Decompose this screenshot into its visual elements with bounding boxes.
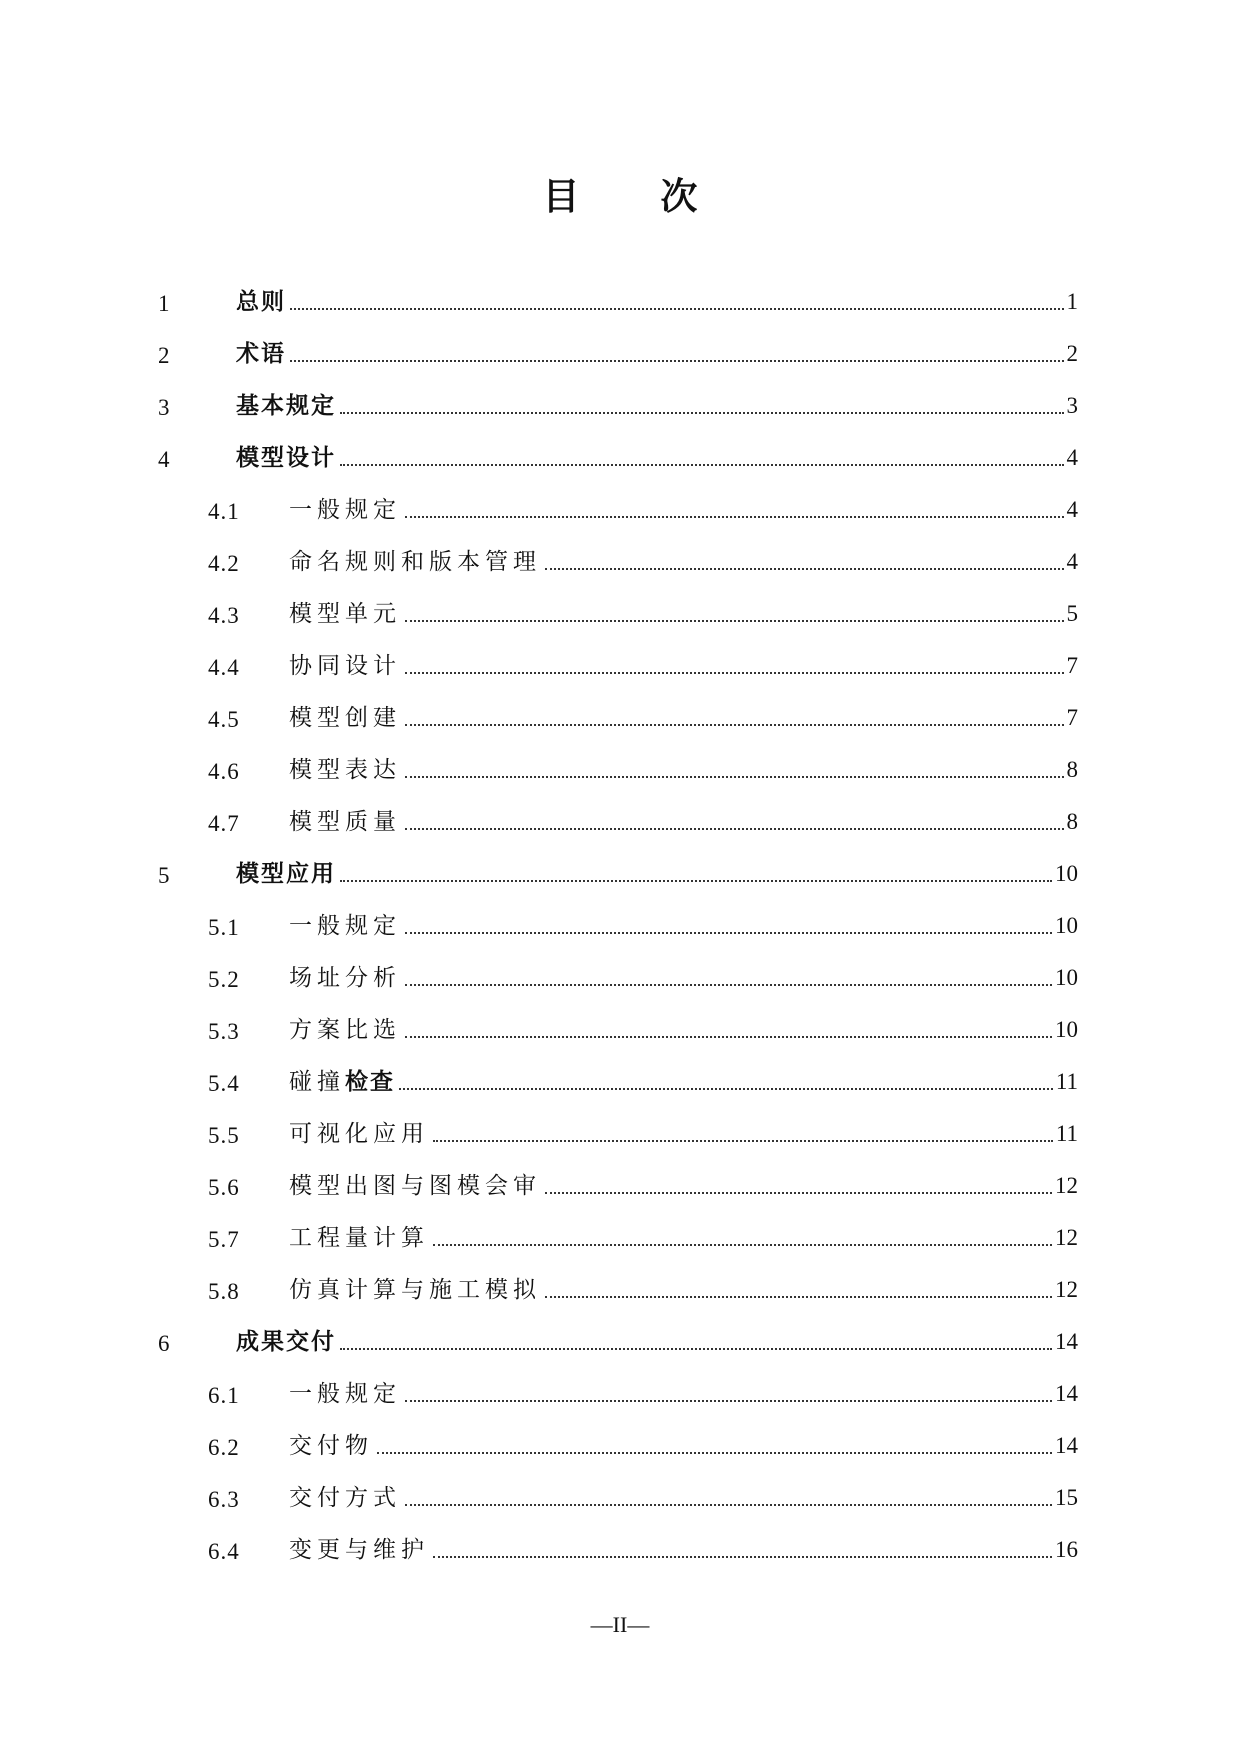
dot-leader [405,984,1052,986]
toc-entry-page-number: 16 [1055,1537,1078,1562]
table-of-contents [0,273,1240,1573]
toc-section-entry[interactable] [0,949,1240,1001]
toc-entry-number: 4.3 [208,603,240,628]
toc-chapter-entry[interactable] [0,377,1240,429]
toc-entry-page-number: 14 [1055,1433,1078,1458]
dot-leader [405,1036,1052,1038]
dot-leader [545,568,1064,570]
toc-entry-label [289,963,401,993]
dot-leader [405,620,1064,622]
toc-section-entry[interactable] [0,1469,1240,1521]
dot-leader [290,308,1064,310]
toc-entry-title: 模型创建 [289,705,401,731]
toc-section-entry[interactable] [0,897,1240,949]
toc-entry-label [236,391,336,421]
toc-entry-page-number: 10 [1055,913,1078,938]
toc-entry-body [236,339,1078,369]
toc-entry-body [289,547,1078,577]
toc-chapter-entry[interactable] [0,1313,1240,1365]
toc-section-entry[interactable] [0,1001,1240,1053]
toc-entry-page-number: 8 [1066,809,1078,834]
toc-entry-label [289,703,401,733]
toc-entry-title: 碰撞 [289,1069,345,1095]
toc-entry-body [289,1535,1078,1565]
dot-leader [405,672,1064,674]
toc-entry-number: 5.4 [208,1071,240,1096]
toc-entry-body [289,495,1078,525]
toc-entry-number: 5 [158,863,171,888]
toc-section-entry[interactable] [0,1105,1240,1157]
toc-entry-page-number: 5 [1066,601,1078,626]
toc-entry-title: 模型设计 [236,445,336,471]
toc-entry-number: 5.5 [208,1123,240,1148]
toc-entry-page-number: 10 [1055,861,1078,886]
toc-entry-page-number: 2 [1066,341,1078,366]
dot-leader [405,1504,1052,1506]
dot-leader [290,360,1064,362]
toc-entry-label [289,807,401,837]
toc-entry-title: 一般规定 [289,1381,401,1407]
dot-leader [433,1140,1053,1142]
toc-section-entry[interactable] [0,1365,1240,1417]
toc-section-entry[interactable] [0,741,1240,793]
toc-entry-title: 模型表达 [289,757,401,783]
toc-entry-body [289,1379,1078,1409]
toc-entry-label [289,1171,541,1201]
toc-entry-page-number: 3 [1066,393,1078,418]
toc-entry-body [289,1431,1078,1461]
toc-entry-number: 6.3 [208,1487,240,1512]
toc-entry-number: 5.6 [208,1175,240,1200]
toc-entry-body [289,1067,1078,1097]
toc-section-entry[interactable] [0,1261,1240,1313]
toc-entry-label [289,1067,395,1097]
toc-entry-number: 5.8 [208,1279,240,1304]
dot-leader [377,1452,1052,1454]
toc-entry-label [289,1431,373,1461]
toc-entry-page-number: 10 [1055,965,1078,990]
toc-entry-title-emphasis: 检查 [345,1069,395,1095]
toc-entry-body [289,755,1078,785]
toc-entry-title: 模型应用 [236,861,336,887]
toc-entry-body [289,911,1078,941]
toc-entry-label [289,1275,541,1305]
toc-entry-body [289,599,1078,629]
toc-entry-body [289,1275,1078,1305]
toc-section-entry[interactable] [0,1209,1240,1261]
toc-section-entry[interactable] [0,689,1240,741]
toc-entry-page-number: 11 [1055,1069,1078,1094]
toc-entry-label [236,859,336,889]
toc-section-entry[interactable] [0,1053,1240,1105]
toc-entry-number: 4.2 [208,551,240,576]
toc-entry-title: 模型质量 [289,809,401,835]
toc-entry-label [289,1015,401,1045]
page-number: —II— [590,1612,650,1637]
toc-entry-number: 4.4 [208,655,240,680]
dot-leader [433,1244,1052,1246]
toc-entry-number: 3 [158,395,171,420]
toc-section-entry[interactable] [0,1417,1240,1469]
toc-entry-label [289,1223,429,1253]
toc-entry-label [289,651,401,681]
toc-entry-page-number: 12 [1055,1225,1078,1250]
toc-entry-page-number: 4 [1066,497,1078,522]
toc-entry-body [289,1483,1078,1513]
toc-entry-page-number: 7 [1066,705,1078,730]
toc-entry-page-number: 14 [1055,1381,1078,1406]
toc-entry-title: 协同设计 [289,653,401,679]
toc-entry-body [289,651,1078,681]
toc-entry-label [236,339,286,369]
toc-section-entry[interactable] [0,533,1240,585]
toc-entry-page-number: 4 [1066,549,1078,574]
dot-leader [340,464,1064,466]
dot-leader [405,516,1064,518]
toc-entry-number: 4.5 [208,707,240,732]
toc-entry-label [289,495,401,525]
toc-entry-title: 一般规定 [289,497,401,523]
toc-section-entry[interactable] [0,481,1240,533]
toc-section-entry[interactable] [0,793,1240,845]
dot-leader [340,412,1064,414]
toc-entry-number: 5.1 [208,915,240,940]
dot-leader [545,1296,1052,1298]
toc-entry-page-number: 12 [1055,1277,1078,1302]
toc-entry-body [236,443,1078,473]
toc-entry-number: 4 [158,447,171,472]
toc-entry-body [236,287,1078,317]
toc-entry-label [236,443,336,473]
toc-entry-page-number: 12 [1055,1173,1078,1198]
toc-entry-label [289,1379,401,1409]
dot-leader [405,776,1064,778]
toc-entry-number: 4.7 [208,811,240,836]
toc-entry-body [289,1223,1078,1253]
toc-entry-title: 场址分析 [289,965,401,991]
toc-entry-title: 一般规定 [289,913,401,939]
toc-entry-title: 术语 [236,341,286,367]
toc-entry-label [289,599,401,629]
toc-entry-page-number: 14 [1055,1329,1078,1354]
toc-entry-number: 5.3 [208,1019,240,1044]
page-title: 目 次 [542,175,732,218]
toc-entry-label [289,1483,401,1513]
toc-entry-title: 仿真计算与施工模拟 [289,1277,541,1303]
toc-entry-body [289,703,1078,733]
dot-leader [399,1088,1053,1090]
dot-leader [433,1556,1052,1558]
toc-entry-body [289,1171,1078,1201]
toc-entry-page-number: 8 [1066,757,1078,782]
toc-section-entry[interactable] [0,637,1240,689]
toc-entry-page-number: 1 [1066,289,1078,314]
toc-entry-number: 6.2 [208,1435,240,1460]
toc-entry-title: 模型出图与图模会审 [289,1173,541,1199]
toc-entry-title: 模型单元 [289,601,401,627]
toc-entry-title: 成果交付 [236,1329,336,1355]
toc-entry-number: 2 [158,343,171,368]
toc-entry-title: 可视化应用 [289,1121,429,1147]
dot-leader [340,880,1052,882]
toc-entry-body [289,963,1078,993]
toc-entry-title: 交付方式 [289,1485,401,1511]
toc-entry-body [289,1015,1078,1045]
toc-chapter-entry[interactable] [0,429,1240,481]
dot-leader [545,1192,1052,1194]
toc-entry-page-number: 4 [1066,445,1078,470]
toc-entry-label [236,287,286,317]
toc-entry-number: 4.6 [208,759,240,784]
toc-chapter-entry[interactable] [0,273,1240,325]
toc-entry-body [289,1119,1078,1149]
toc-entry-label [289,1535,429,1565]
toc-entry-number: 6.4 [208,1539,240,1564]
toc-entry-number: 6.1 [208,1383,240,1408]
dot-leader [405,828,1064,830]
toc-entry-label [289,911,401,941]
toc-entry-label [289,1119,429,1149]
toc-entry-label [289,547,541,577]
toc-entry-page-number: 15 [1055,1485,1078,1510]
toc-entry-title: 总则 [236,289,286,315]
dot-leader [340,1348,1052,1350]
toc-entry-title: 方案比选 [289,1017,401,1043]
toc-entry-body [236,391,1078,421]
toc-entry-title: 变更与维护 [289,1537,429,1563]
toc-entry-title: 交付物 [289,1433,373,1459]
toc-entry-number: 1 [158,291,171,316]
toc-chapter-entry[interactable] [0,325,1240,377]
toc-section-entry[interactable] [0,585,1240,637]
toc-entry-title: 基本规定 [236,393,336,419]
toc-entry-body [236,1327,1078,1357]
toc-entry-number: 5.7 [208,1227,240,1252]
toc-entry-label [236,1327,336,1357]
toc-entry-title: 工程量计算 [289,1225,429,1251]
toc-entry-page-number: 7 [1066,653,1078,678]
toc-entry-body [289,807,1078,837]
dot-leader [405,724,1064,726]
toc-entry-label [289,755,401,785]
toc-chapter-entry[interactable] [0,845,1240,897]
toc-entry-body [236,859,1078,889]
toc-section-entry[interactable] [0,1521,1240,1573]
toc-entry-number: 6 [158,1331,171,1356]
toc-section-entry[interactable] [0,1157,1240,1209]
toc-entry-page-number: 11 [1055,1121,1078,1146]
toc-entry-number: 4.1 [208,499,240,524]
toc-entry-page-number: 10 [1055,1017,1078,1042]
toc-entry-title: 命名规则和版本管理 [289,549,541,575]
dot-leader [405,1400,1052,1402]
dot-leader [405,932,1052,934]
toc-entry-number: 5.2 [208,967,240,992]
